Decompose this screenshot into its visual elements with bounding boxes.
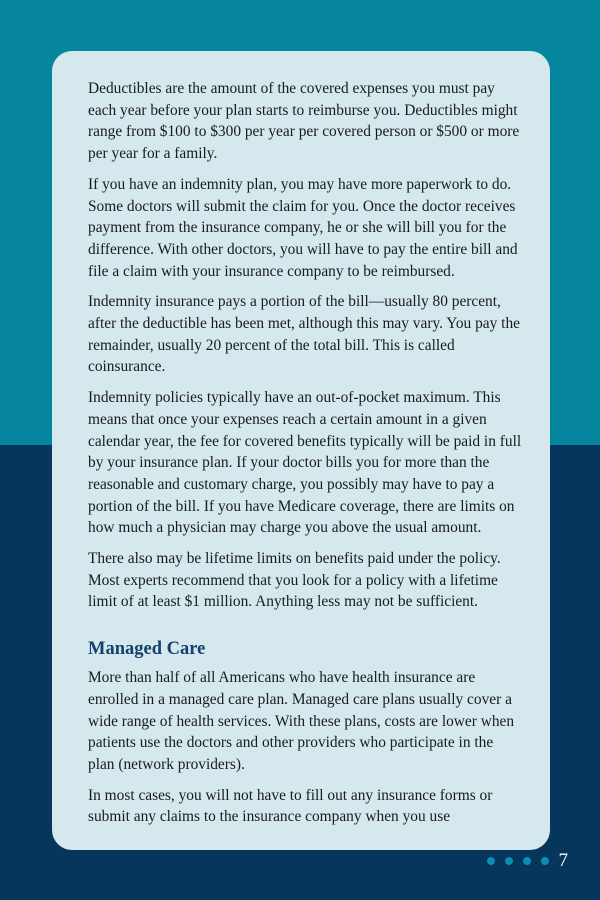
paragraph-managed-care-intro: More than half of all Americans who have health insurance are enrolled in a managed care plan. Managed care plans usually cover a wide range of health services. With these plans, costs are lower when patients use the doctors and other providers who participate in the plan (network providers).: [88, 669, 515, 773]
paragraph-out-of-pocket: Indemnity policies typically have an out-of-pocket maximum. This means that once your expenses reach a certain amount in a given calendar year, the fee for covered benefits typically will be paid in full by your insurance plan. If your doctor bills you for more than the reasonable and customary charge, you possibly may have to pay a portion of the bill. If you have Medicare coverage, there are limits on how much a physician may charge you above the usual amount.: [88, 389, 522, 537]
decorative-dot-icon: [505, 857, 513, 865]
paragraph-lifetime-limits: There also may be lifetime limits on benefits paid under the policy. Most experts recommend that you look for a policy with a lifetime limit of at least $1 million. Anything less may not be sufficient.: [88, 550, 501, 611]
paragraph-deductibles: Deductibles are the amount of the covered expenses you must pay each year before your plan starts to reimburse you. Deductibles might range from $100 to $300 per year per covered person or $500 or more per year for a family.: [88, 80, 520, 163]
paragraph-indemnity-paperwork: If you have an indemnity plan, you may have more paperwork to do. Some doctors will submit the claim for you. Once the doctor receives payment from the insurance company, he or she will bill you for the difference. With other doctors, you will have to pay the entire bill and file a claim with your insurance company to be reimbursed.: [88, 175, 518, 280]
section-heading-managed-care: Managed Care: [88, 639, 206, 660]
paragraph-managed-care-forms: In most cases, you will not have to fill out any insurance forms or submit any claims to the insurance company when you use: [88, 786, 493, 826]
decorative-dot-icon: [541, 857, 549, 865]
page-number: 7: [558, 850, 568, 871]
decorative-dot-icon: [487, 857, 495, 865]
paragraph-coinsurance: Indemnity insurance pays a portion of the bill—usually 80 percent, after the deductible has been met, although this may vary. You pay the remainder, usually 20 percent of the total bill. This is called coinsurance.: [88, 293, 520, 376]
decorative-dot-icon: [523, 857, 531, 865]
content-card: [52, 51, 550, 850]
page-footer: [487, 849, 569, 873]
